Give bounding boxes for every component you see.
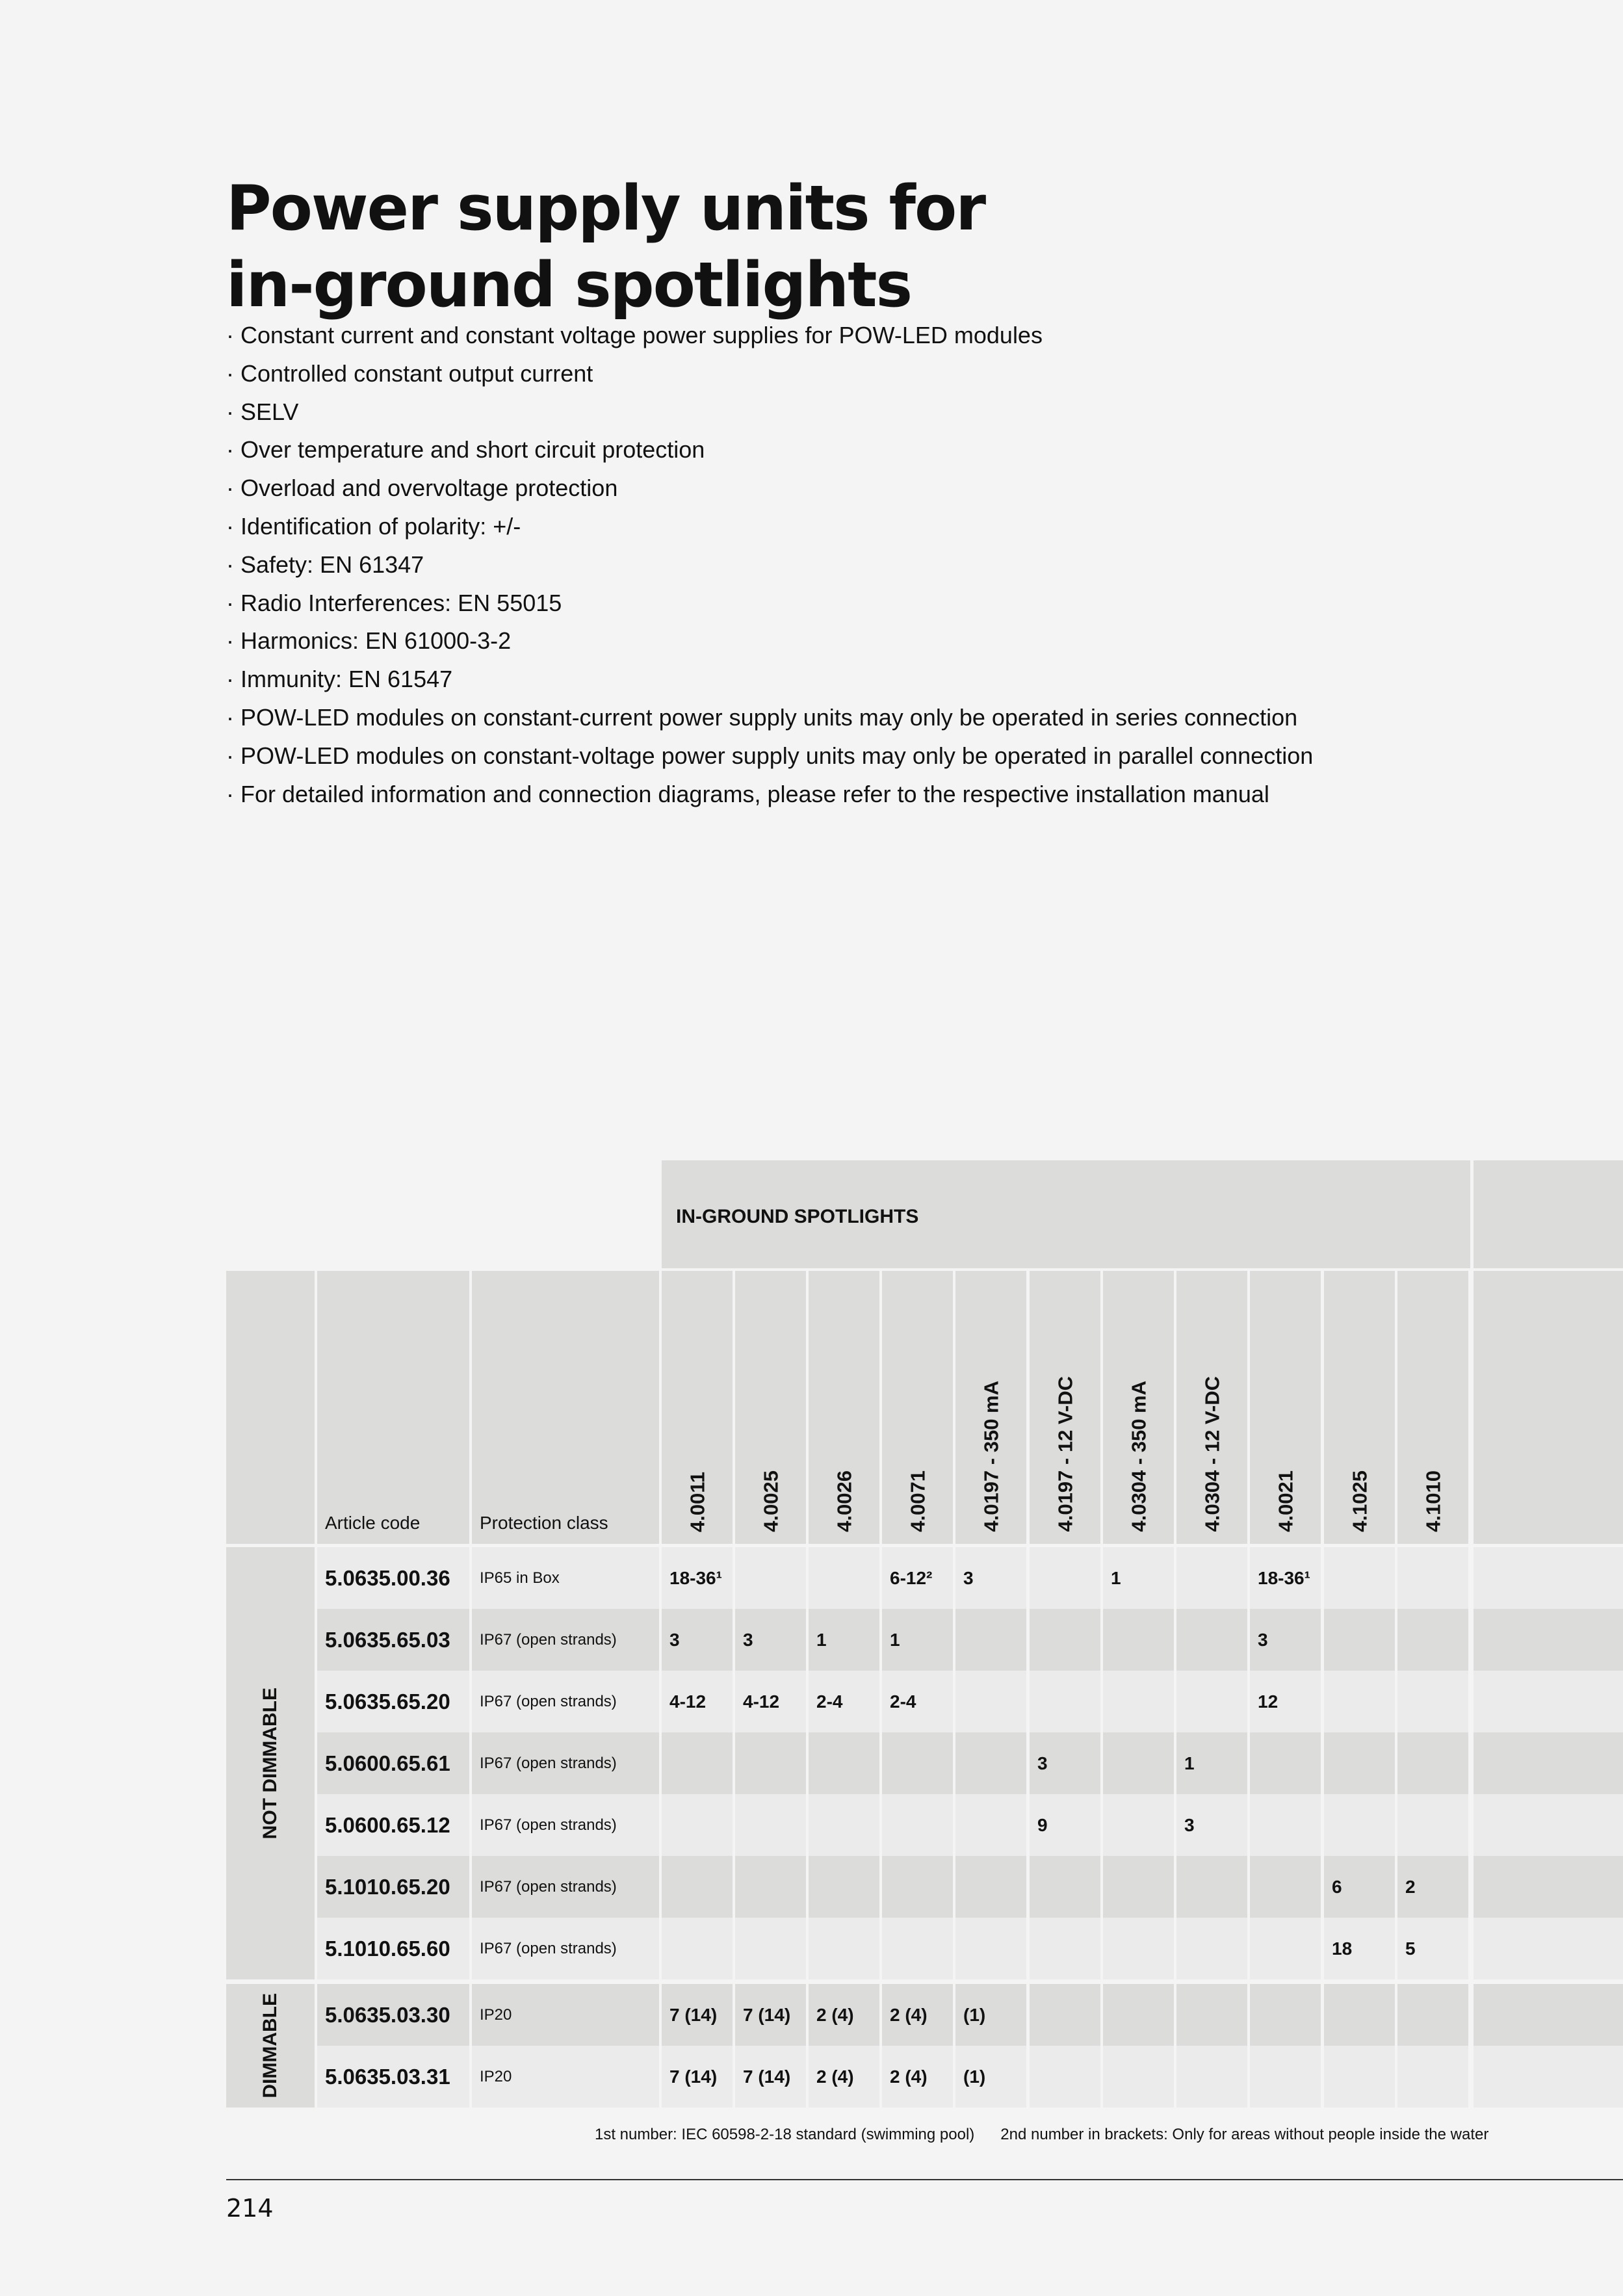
- article-code-cell: 5.0635.03.31: [317, 2046, 469, 2107]
- value-cell: [1103, 1732, 1174, 1794]
- column-header-extra: [1474, 1271, 1623, 1544]
- value-cell: 2 (4): [882, 2046, 953, 2107]
- article-code-cell: 5.0635.00.36: [317, 1547, 469, 1609]
- column-header-label: 4.0304 - 12 V-DC: [1201, 1376, 1223, 1532]
- list-item: · Radio Interferences: EN 55015: [226, 589, 562, 616]
- list-item: · Immunity: EN 61547: [226, 666, 453, 693]
- value-cell: [809, 1918, 879, 1979]
- value-cell: [1397, 1609, 1468, 1671]
- column-header: [1030, 1271, 1100, 1544]
- article-code-cell: 5.1010.65.60: [317, 1918, 469, 1979]
- protection-class-cell: IP67 (open strands): [472, 1856, 659, 1918]
- column-header: [1176, 1271, 1247, 1544]
- column-header-label: 4.0071: [906, 1470, 929, 1532]
- value-cell: [1250, 1856, 1321, 1918]
- value-cell: [1397, 1547, 1468, 1609]
- footnote-second: 2nd number in brackets: Only for areas without people inside the water: [1000, 2126, 1489, 2143]
- value-cell: (1): [955, 2046, 1026, 2107]
- value-cell: [1176, 1918, 1247, 1979]
- article-code-cell: 5.0600.65.61: [317, 1732, 469, 1794]
- value-cell: [882, 1918, 953, 1979]
- value-cell-extra: [1474, 1794, 1623, 1856]
- header-article-code-label: Article code: [325, 1513, 421, 1533]
- value-cell: 3: [1176, 1794, 1247, 1856]
- protection-class-cell: IP65 in Box: [472, 1547, 659, 1609]
- article-code-cell: 5.0635.03.30: [317, 1984, 469, 2046]
- protection-class-cell: IP67 (open strands): [472, 1609, 659, 1671]
- value-cell-extra: [1474, 1547, 1623, 1609]
- value-cell: [955, 1609, 1026, 1671]
- value-cell: [1397, 1671, 1468, 1732]
- value-cell: [662, 1732, 733, 1794]
- protection-class-cell: IP20: [472, 2046, 659, 2107]
- value-cell: [1030, 1547, 1100, 1609]
- value-cell: 9: [1030, 1794, 1100, 1856]
- value-cell: 7 (14): [735, 1984, 806, 2046]
- value-cell: [809, 1732, 879, 1794]
- column-header: [735, 1271, 806, 1544]
- value-cell: 3: [1030, 1732, 1100, 1794]
- value-cell: [1103, 1794, 1174, 1856]
- value-cell: [1397, 1794, 1468, 1856]
- value-cell: 3: [735, 1609, 806, 1671]
- value-cell: [1103, 1918, 1174, 1979]
- column-header: [1103, 1271, 1174, 1544]
- value-cell: [1324, 1984, 1395, 2046]
- footnote-first: 1st number: IEC 60598-2-18 standard (swimming pool): [595, 2126, 975, 2143]
- value-cell: [735, 1856, 806, 1918]
- value-cell: [1030, 1918, 1100, 1979]
- value-cell: [1397, 1732, 1468, 1794]
- value-cell: 7 (14): [735, 2046, 806, 2107]
- value-cell: 1: [1176, 1732, 1247, 1794]
- footer-divider: [226, 2179, 1623, 2180]
- protection-class-cell: IP20: [472, 1984, 659, 2046]
- value-cell: 2 (4): [809, 1984, 879, 2046]
- column-header-label: 4.0304 - 350 mA: [1127, 1381, 1150, 1532]
- header-protection-class-label: Protection class: [480, 1513, 608, 1533]
- value-cell-extra: [1474, 1732, 1623, 1794]
- column-header: [955, 1271, 1026, 1544]
- protection-class-cell: IP67 (open strands): [472, 1918, 659, 1979]
- value-cell: 12: [1250, 1671, 1321, 1732]
- value-cell: [735, 1547, 806, 1609]
- list-item: · Overload and overvoltage protection: [226, 475, 618, 502]
- value-cell: 7 (14): [662, 1984, 733, 2046]
- value-cell: [1176, 1984, 1247, 2046]
- list-item: · POW-LED modules on constant-current power supply units may only be operated in series connection: [226, 703, 1298, 731]
- value-cell: [1103, 1609, 1174, 1671]
- value-cell: 18-36¹: [662, 1547, 733, 1609]
- value-cell: [1324, 2046, 1395, 2107]
- value-cell: [1176, 2046, 1247, 2107]
- value-cell: 4-12: [662, 1671, 733, 1732]
- value-cell: [955, 1671, 1026, 1732]
- value-cell: 18-36¹: [1250, 1547, 1321, 1609]
- value-cell: [1397, 2046, 1468, 2107]
- value-cell: (1): [955, 1984, 1026, 2046]
- protection-class-cell: IP67 (open strands): [472, 1732, 659, 1794]
- value-cell: [809, 1547, 879, 1609]
- value-cell: 3: [955, 1547, 1026, 1609]
- list-item: · For detailed information and connection diagrams, please refer to the respective installation manual: [226, 780, 1269, 807]
- value-cell: [1176, 1671, 1247, 1732]
- group-label: NOT DIMMABLE: [259, 1687, 281, 1840]
- value-cell: 7 (14): [662, 2046, 733, 2107]
- value-cell-extra: [1474, 1918, 1623, 1979]
- value-cell: [1103, 1984, 1174, 2046]
- feature-list: [226, 317, 1591, 813]
- value-cell: [882, 1856, 953, 1918]
- protection-class-cell: IP67 (open strands): [472, 1671, 659, 1732]
- value-cell: [1103, 2046, 1174, 2107]
- column-header-label: 4.0197 - 12 V-DC: [1054, 1376, 1076, 1532]
- value-cell: [1030, 1671, 1100, 1732]
- column-header-label: 4.0026: [833, 1470, 855, 1532]
- value-cell: 2-4: [809, 1671, 879, 1732]
- value-cell: 5: [1397, 1918, 1468, 1979]
- value-cell: [1324, 1609, 1395, 1671]
- column-header-label: 4.1010: [1422, 1470, 1444, 1532]
- value-cell: 3: [1250, 1609, 1321, 1671]
- title-line-2: in-ground spotlights: [226, 250, 912, 321]
- value-cell: [1324, 1732, 1395, 1794]
- value-cell: [882, 1794, 953, 1856]
- value-cell: [735, 1918, 806, 1979]
- column-header: [809, 1271, 879, 1544]
- value-cell: [1324, 1794, 1395, 1856]
- column-header-label: 4.0011: [686, 1471, 708, 1532]
- list-item: · Constant current and constant voltage power supplies for POW-LED modules: [226, 322, 1043, 348]
- value-cell: [662, 1918, 733, 1979]
- article-code-cell: 5.1010.65.20: [317, 1856, 469, 1918]
- protection-class-cell: IP67 (open strands): [472, 1794, 659, 1856]
- footnote: [595, 2126, 1488, 2144]
- value-cell: [955, 1856, 1026, 1918]
- value-cell-extra: [1474, 1984, 1623, 2046]
- value-cell: [955, 1794, 1026, 1856]
- column-header-label: 4.0025: [759, 1470, 782, 1532]
- value-cell-extra: [1474, 1671, 1623, 1732]
- value-cell: 2 (4): [809, 2046, 879, 2107]
- value-cell: 3: [662, 1609, 733, 1671]
- value-cell: [1030, 1984, 1100, 2046]
- group-label: DIMMABLE: [259, 1993, 281, 2098]
- article-code-cell: 5.0635.65.20: [317, 1671, 469, 1732]
- value-cell: [1030, 1856, 1100, 1918]
- column-header: [1250, 1271, 1321, 1544]
- value-cell: [882, 1732, 953, 1794]
- value-cell-extra: [1474, 1609, 1623, 1671]
- value-cell: [662, 1856, 733, 1918]
- value-cell: 18: [1324, 1918, 1395, 1979]
- page-title: [226, 170, 985, 324]
- list-item: · SELV: [226, 398, 299, 425]
- value-cell: [809, 1856, 879, 1918]
- column-header-label: 4.0021: [1274, 1470, 1297, 1532]
- table-group-header: IN-GROUND SPOTLIGHTS: [662, 1160, 1470, 1268]
- list-item: · Over temperature and short circuit protection: [226, 436, 705, 463]
- value-cell: [809, 1794, 879, 1856]
- value-cell: [1324, 1547, 1395, 1609]
- value-cell: 2 (4): [882, 1984, 953, 2046]
- column-header-label: 4.0197 - 350 mA: [980, 1381, 1002, 1532]
- article-code-cell: 5.0600.65.12: [317, 1794, 469, 1856]
- column-header: [1397, 1271, 1468, 1544]
- value-cell: [1030, 2046, 1100, 2107]
- value-cell: 2: [1397, 1856, 1468, 1918]
- header-article-code: [317, 1271, 469, 1544]
- value-cell: [1176, 1609, 1247, 1671]
- value-cell: [1103, 1856, 1174, 1918]
- value-cell: [1250, 1794, 1321, 1856]
- value-cell-extra: [1474, 1856, 1623, 1918]
- value-cell: [955, 1732, 1026, 1794]
- value-cell: [1176, 1547, 1247, 1609]
- value-cell: [1103, 1671, 1174, 1732]
- list-item: · Safety: EN 61347: [226, 551, 424, 578]
- value-cell: [1397, 1984, 1468, 2046]
- value-cell: 2-4: [882, 1671, 953, 1732]
- list-item: · Controlled constant output current: [226, 359, 593, 387]
- header-protection-class: [472, 1271, 659, 1544]
- value-cell: [1250, 1984, 1321, 2046]
- value-cell: [735, 1732, 806, 1794]
- value-cell: [735, 1794, 806, 1856]
- page-number: 214: [226, 2194, 274, 2223]
- value-cell: [662, 1794, 733, 1856]
- list-item: · Identification of polarity: +/-: [226, 512, 521, 540]
- column-header: [882, 1271, 953, 1544]
- value-cell: [1250, 1732, 1321, 1794]
- value-cell: 6-12²: [882, 1547, 953, 1609]
- value-cell: 6: [1324, 1856, 1395, 1918]
- value-cell: [1324, 1671, 1395, 1732]
- value-cell: [1030, 1609, 1100, 1671]
- value-cell: [1250, 2046, 1321, 2107]
- header-corner: [226, 1271, 315, 1544]
- value-cell: 1: [809, 1609, 879, 1671]
- value-cell: [1250, 1918, 1321, 1979]
- value-cell: 1: [1103, 1547, 1174, 1609]
- list-item: · Harmonics: EN 61000-3-2: [226, 627, 512, 655]
- value-cell: [955, 1918, 1026, 1979]
- value-cell: [1176, 1856, 1247, 1918]
- value-cell: 1: [882, 1609, 953, 1671]
- group-side-label: [226, 1984, 315, 2107]
- group-side-label: [226, 1547, 315, 1979]
- column-header-label: 4.1025: [1348, 1470, 1371, 1532]
- title-line-1: Power supply units for: [226, 173, 985, 244]
- list-item: · POW-LED modules on constant-voltage power supply units may only be operated in parallel connection: [226, 742, 1314, 769]
- table-group-header-continuation: [1474, 1160, 1623, 1268]
- column-header: [662, 1271, 733, 1544]
- value-cell-extra: [1474, 2046, 1623, 2107]
- value-cell: 4-12: [735, 1671, 806, 1732]
- article-code-cell: 5.0635.65.03: [317, 1609, 469, 1671]
- column-header: [1324, 1271, 1395, 1544]
